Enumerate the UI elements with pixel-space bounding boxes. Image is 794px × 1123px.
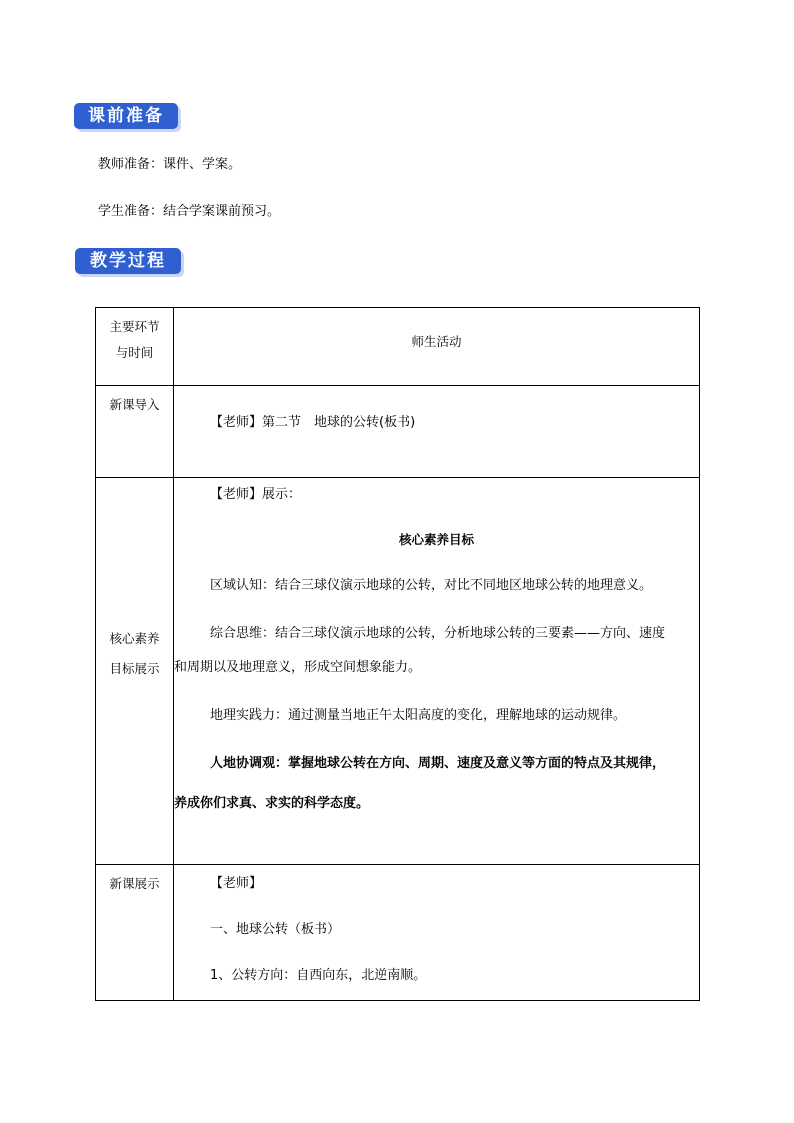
intro-text: 【老师】第二节 地球的公转(板书) bbox=[210, 415, 416, 430]
new-item-2: 1、公转方向：自西向东，北逆南顺。 bbox=[210, 968, 427, 983]
core-goal-regional: 区域认知：结合三球仪演示地球的公转，对比不同地区地球公转的地理意义。 bbox=[210, 578, 653, 593]
new-label: 新课展示 bbox=[109, 876, 160, 891]
header-stage-line2: 与时间 bbox=[115, 345, 154, 360]
core-label-line1: 核心素养 bbox=[109, 631, 160, 646]
table-header-row bbox=[96, 308, 700, 386]
core-goal-practice: 地理实践力：通过测量当地正午太阳高度的变化，理解地球的运动规律。 bbox=[210, 708, 627, 723]
new-label-cell bbox=[96, 865, 174, 1001]
core-goal-thinking-line1: 综合思维：结合三球仪演示地球的公转，分析地球公转的三要素——方向、速度 bbox=[210, 626, 666, 641]
new-content-cell bbox=[174, 865, 700, 1001]
table-row-intro bbox=[96, 386, 700, 478]
intro-content-cell bbox=[174, 386, 700, 478]
lesson-table bbox=[95, 307, 700, 1001]
header-activity-label: 师生活动 bbox=[411, 334, 462, 349]
student-prep-text: 学生准备：结合学案课前预习。 bbox=[98, 204, 281, 219]
section-tag-process: 教学过程 bbox=[75, 248, 181, 274]
header-cell-activity bbox=[174, 308, 700, 386]
intro-label-cell bbox=[96, 386, 174, 478]
section-tag-prep: 课前准备 bbox=[74, 103, 178, 129]
teacher-prep-text: 教师准备：课件、学案。 bbox=[98, 157, 242, 172]
table-row-new bbox=[96, 865, 700, 1001]
table-row-core bbox=[96, 478, 700, 865]
core-content-cell bbox=[174, 478, 700, 865]
core-heading: 核心素养目标 bbox=[398, 532, 474, 547]
core-intro: 【老师】展示： bbox=[210, 487, 302, 502]
core-label-line2: 目标展示 bbox=[109, 661, 160, 676]
new-teacher: 【老师】 bbox=[210, 876, 263, 891]
new-item-1: 一、地球公转（板书） bbox=[210, 922, 341, 937]
core-label-cell bbox=[96, 478, 174, 865]
header-stage-line1: 主要环节 bbox=[109, 319, 160, 334]
core-goal-harmony-line2: 养成你们求真、求实的科学态度。 bbox=[174, 796, 370, 811]
core-goal-thinking-line2: 和周期以及地理意义，形成空间想象能力。 bbox=[174, 660, 422, 675]
core-goal-harmony-line1: 人地协调观：掌握地球公转在方向、周期、速度及意义等方面的特点及其规律， bbox=[210, 756, 666, 771]
header-cell-stage bbox=[96, 308, 174, 386]
intro-label: 新课导入 bbox=[109, 397, 160, 412]
